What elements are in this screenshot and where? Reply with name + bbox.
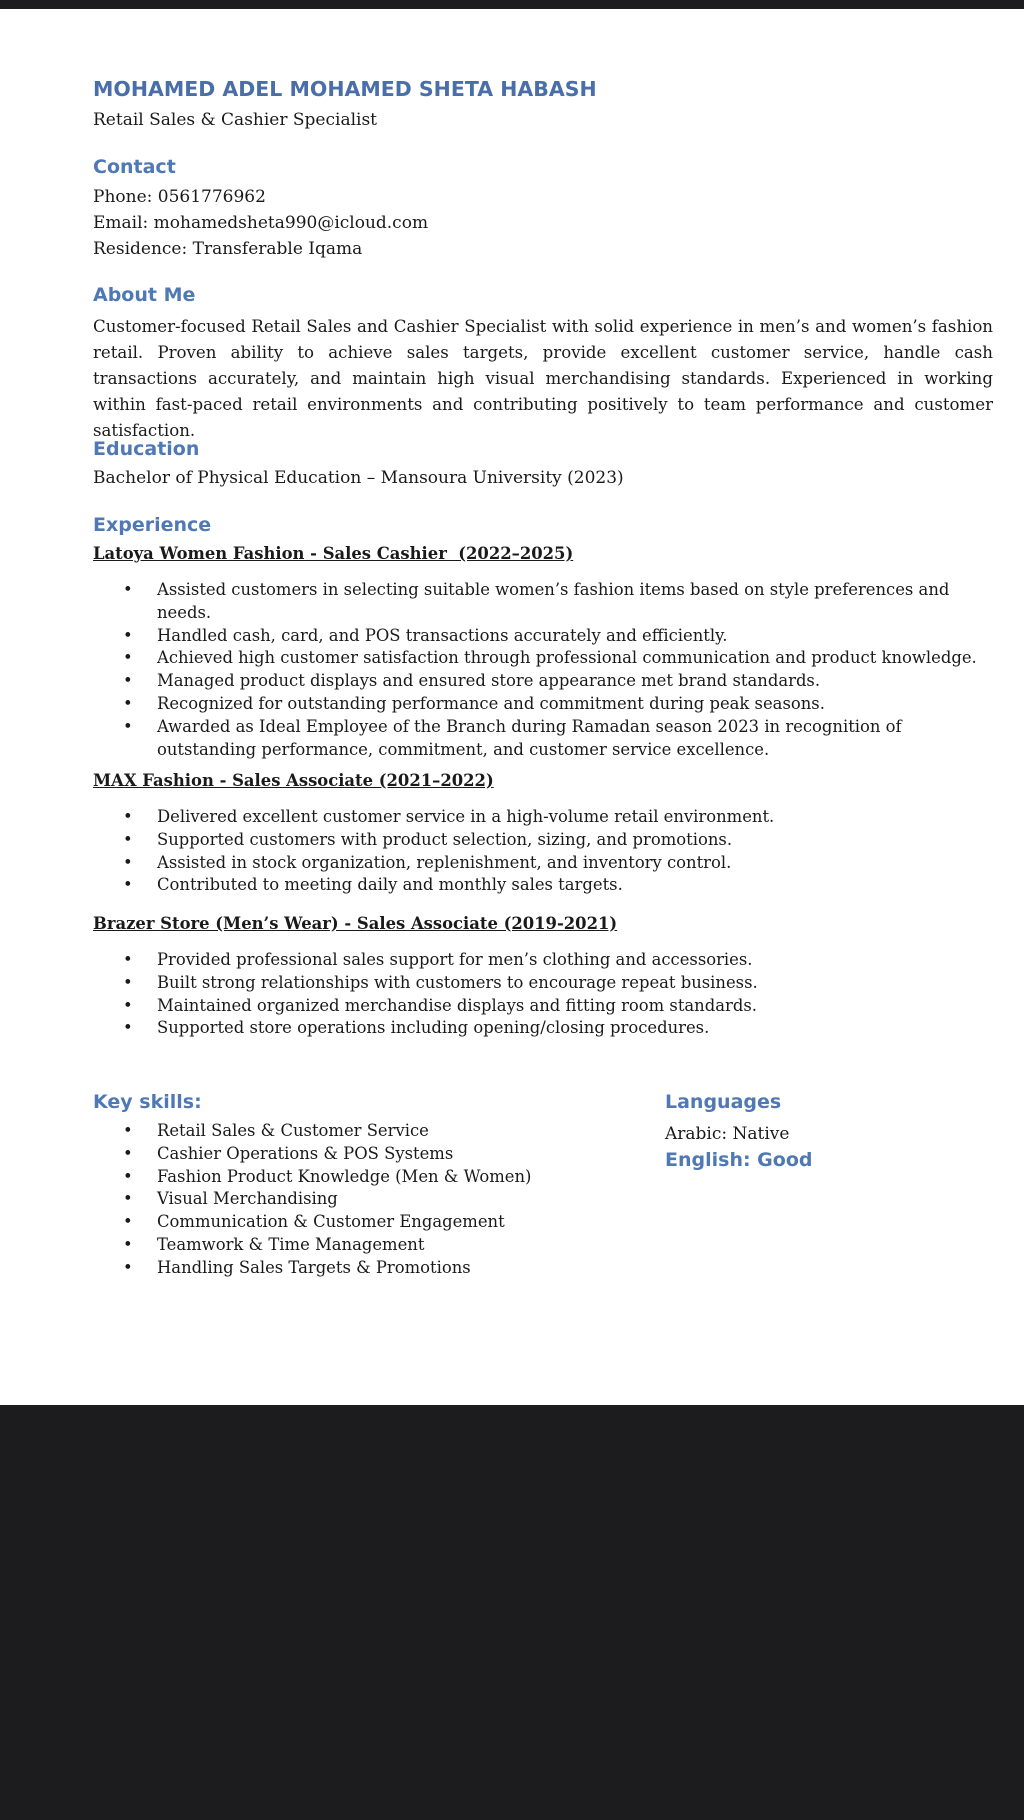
languages-heading: Languages bbox=[665, 1091, 782, 1113]
list-item: • Supported customers with product selection, sizing, and promotions. bbox=[93, 829, 983, 852]
list-item: • Maintained organized merchandise displays and fitting room standards. bbox=[93, 995, 983, 1018]
experience-heading: Experience bbox=[93, 514, 212, 536]
language-arabic: Arabic: Native bbox=[665, 1124, 790, 1144]
education-degree: Bachelor of Physical Education – Mansoura University (2023) bbox=[93, 468, 624, 488]
list-item: • Assisted customers in selecting suitable women’s fashion items based on style preferences and needs. bbox=[93, 579, 983, 625]
list-item: • Recognized for outstanding performance and commitment during peak seasons. bbox=[93, 693, 983, 716]
about-text: Customer-focused Retail Sales and Cashier Specialist with solid experience in men’s and women’s fashion retail. Proven ability to achieve sales targets, provide excellent customer service, handle cash transactions accurately, and maintain high visual merchandising standards. Experienced in working within fast-paced retail environments and contributing positively to team performance and customer satisfaction. bbox=[93, 317, 993, 440]
list-item: • Supported store operations including opening/closing procedures. bbox=[93, 1017, 983, 1040]
contact-phone: Phone: 0561776962 bbox=[93, 187, 266, 207]
job-bullets-brazer bbox=[93, 949, 983, 1040]
job-bullets-latoya bbox=[93, 579, 983, 761]
education-heading: Education bbox=[93, 438, 200, 460]
candidate-subtitle: Retail Sales & Cashier Specialist bbox=[93, 110, 378, 130]
contact-heading: Contact bbox=[93, 156, 176, 178]
list-item: • Assisted in stock organization, replenishment, and inventory control. bbox=[93, 852, 983, 875]
job-bullets-max bbox=[93, 806, 983, 897]
list-item: • Handled cash, card, and POS transactions accurately and efficiently. bbox=[93, 625, 983, 648]
resume-page bbox=[0, 9, 1024, 1405]
top-dark-strip bbox=[0, 0, 1024, 9]
contact-residence: Residence: Transferable Iqama bbox=[93, 239, 363, 259]
contact-email: Email: mohamedsheta990@icloud.com bbox=[93, 213, 429, 233]
list-item: • Cashier Operations & POS Systems bbox=[93, 1143, 653, 1166]
list-item: • Visual Merchandising bbox=[93, 1188, 653, 1211]
list-item: • Awarded as Ideal Employee of the Branch during Ramadan season 2023 in recognition of outstanding performance, commitment, and customer service excellence. bbox=[93, 716, 983, 762]
job-title-max: MAX Fashion - Sales Associate (2021–2022) bbox=[93, 771, 494, 790]
candidate-name: MOHAMED ADEL MOHAMED SHETA HABASH bbox=[93, 77, 597, 101]
language-english: English: Good bbox=[665, 1149, 813, 1171]
list-item: • Fashion Product Knowledge (Men & Women) bbox=[93, 1166, 653, 1189]
list-item: • Handling Sales Targets & Promotions bbox=[93, 1257, 653, 1280]
skills-list bbox=[93, 1120, 653, 1280]
list-item: • Managed product displays and ensured store appearance met brand standards. bbox=[93, 670, 983, 693]
list-item: • Communication & Customer Engagement bbox=[93, 1211, 653, 1234]
list-item: • Achieved high customer satisfaction through professional communication and product knowledge. bbox=[93, 647, 983, 670]
list-item: • Provided professional sales support for men’s clothing and accessories. bbox=[93, 949, 983, 972]
job-title-latoya: Latoya Women Fashion - Sales Cashier (2022–2025) bbox=[93, 544, 574, 563]
list-item: • Teamwork & Time Management bbox=[93, 1234, 653, 1257]
list-item: • Contributed to meeting daily and monthly sales targets. bbox=[93, 874, 983, 897]
skills-heading: Key skills: bbox=[93, 1091, 202, 1113]
about-heading: About Me bbox=[93, 284, 196, 306]
list-item: • Built strong relationships with customers to encourage repeat business. bbox=[93, 972, 983, 995]
job-title-brazer: Brazer Store (Men’s Wear) - Sales Associate (2019-2021) bbox=[93, 914, 618, 933]
list-item: • Delivered excellent customer service in a high-volume retail environment. bbox=[93, 806, 983, 829]
list-item: • Retail Sales & Customer Service bbox=[93, 1120, 653, 1143]
